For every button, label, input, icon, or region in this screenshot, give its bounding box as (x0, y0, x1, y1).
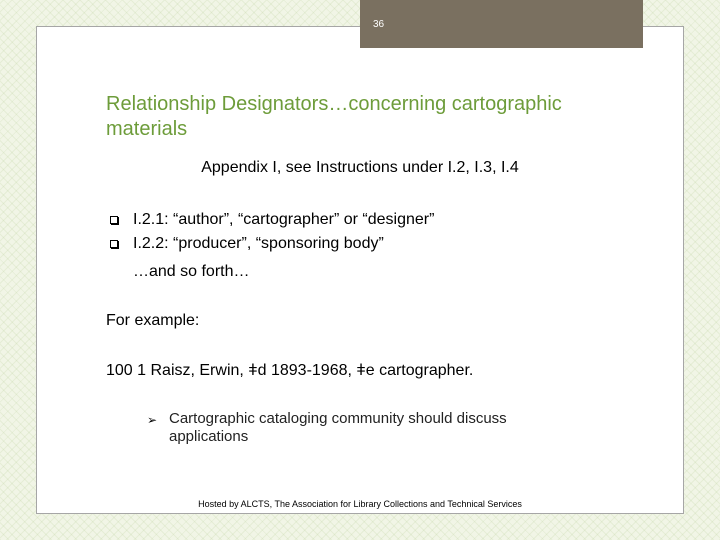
sub-bullet (147, 410, 589, 446)
sub-bullet-text: Cartographic cataloging community should discuss applications (169, 410, 507, 445)
slide-title: Relationship Designators…concerning cartographic materials (106, 93, 562, 140)
slide-number-tab (360, 0, 643, 48)
bullet-text: I.2.1: “author”, “cartographer” or “designer” (133, 211, 435, 228)
checkbox-square-icon (110, 240, 118, 248)
bullet-list (110, 208, 630, 256)
slide-subtitle: Appendix I, see Instructions under I.2, I.3, I.4 (201, 159, 519, 176)
bullet-text: I.2.2: “producer”, “sponsoring body” (133, 235, 384, 252)
marc-example: 100 1 Raisz, Erwin, ǂd 1893-1968, ǂe cartographer. (106, 362, 474, 379)
example-label: For example: (106, 312, 200, 329)
continuation-text: …and so forth… (133, 263, 250, 280)
footer-text: Hosted by ALCTS, The Association for Library Collections and Technical Services (198, 499, 522, 509)
arrowhead-icon: ➢ (147, 413, 158, 427)
footer-row (0, 499, 720, 509)
checkbox-square-icon (110, 216, 118, 224)
list-item (110, 232, 630, 256)
list-item (110, 208, 630, 232)
slide-subtitle-row (0, 159, 720, 177)
slide-number: 36 (373, 18, 385, 30)
